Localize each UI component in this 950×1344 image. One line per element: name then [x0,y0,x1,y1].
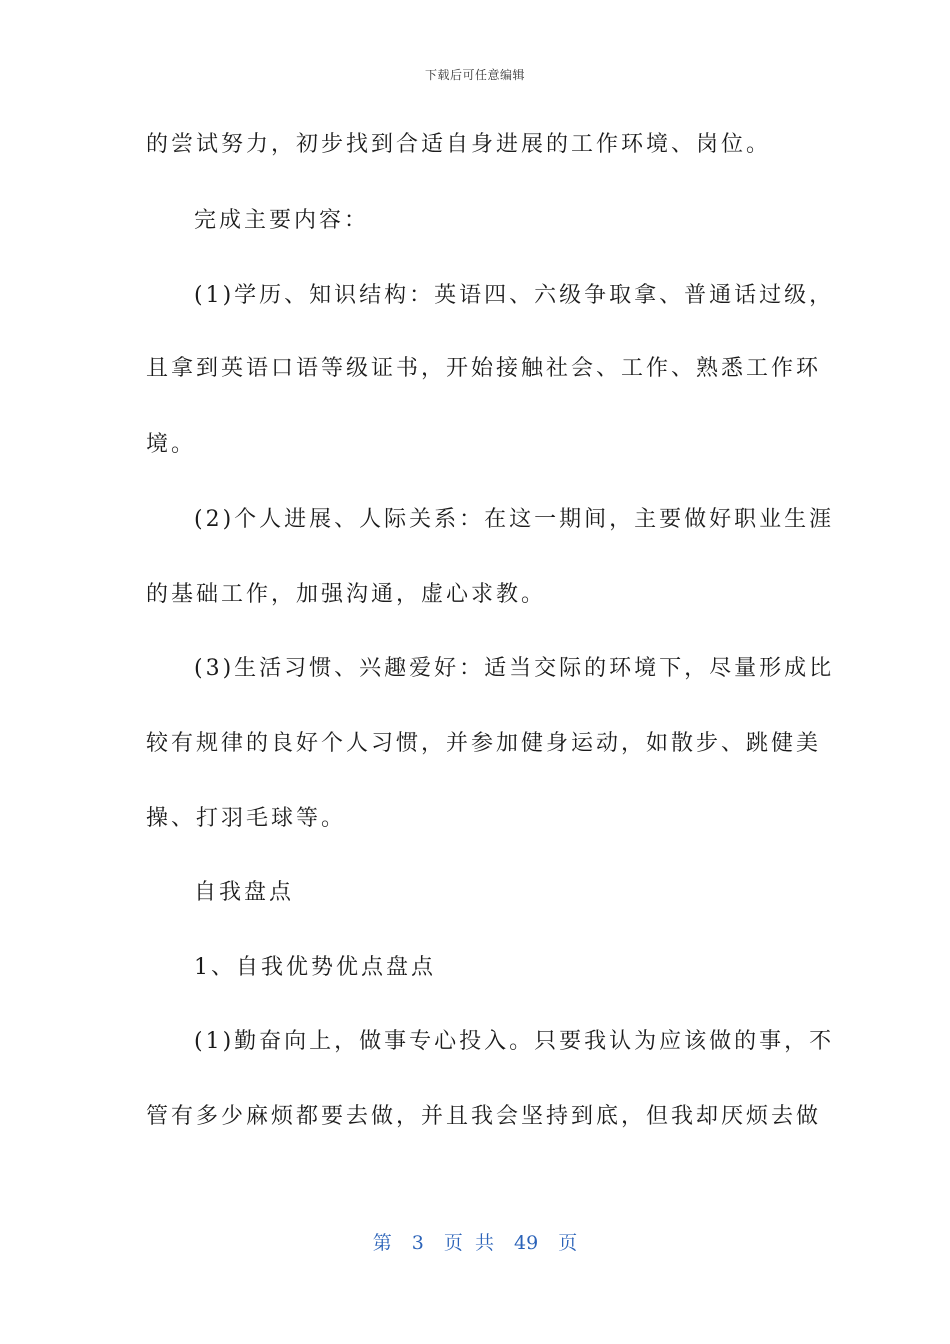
body-line-2: 完成主要内容： [194,208,370,233]
section-heading: 自我盘点 [194,880,295,905]
page-footer [0,1228,950,1255]
body-line-7: 的基础工作，加强沟通，虚心求教。 [146,582,547,607]
body-line-8: (3)生活习惯、兴趣爱好：适当交际的环境下，尽量形成比 [194,656,835,681]
body-line-13: (1)勤奋向上，做事专心投入。只要我认为应该做的事，不 [194,1029,835,1054]
footer-prefix: 第 [372,1232,392,1254]
header-note: 下载后可任意编辑 [424,68,525,82]
footer-middle: 页 共 [443,1232,494,1254]
body-line-14: 管有多少麻烦都要去做，并且我会坚持到底，但我却厌烦去做 [146,1104,822,1129]
body-line-9: 较有规律的良好个人习惯，并参加健身运动，如散步、跳健美 [146,731,822,756]
body-line-4: 且拿到英语口语等级证书，开始接触社会、工作、熟悉工作环 [146,356,822,381]
body-line-1: 的尝试努力，初步找到合适自身进展的工作环境、岗位。 [146,132,772,157]
body-line-3: (1)学历、知识结构：英语四、六级争取拿、普通话过级， [194,283,835,308]
current-page-number: 3 [411,1232,424,1254]
footer-suffix: 页 [558,1232,578,1254]
total-page-count: 49 [514,1232,539,1254]
subsection-heading: 1、自我优势优点盘点 [194,955,436,980]
body-line-5: 境。 [146,432,197,457]
body-line-10: 操、打羽毛球等。 [146,806,347,831]
body-line-6: (2)个人进展、人际关系：在这一期间，主要做好职业生涯 [194,507,835,532]
